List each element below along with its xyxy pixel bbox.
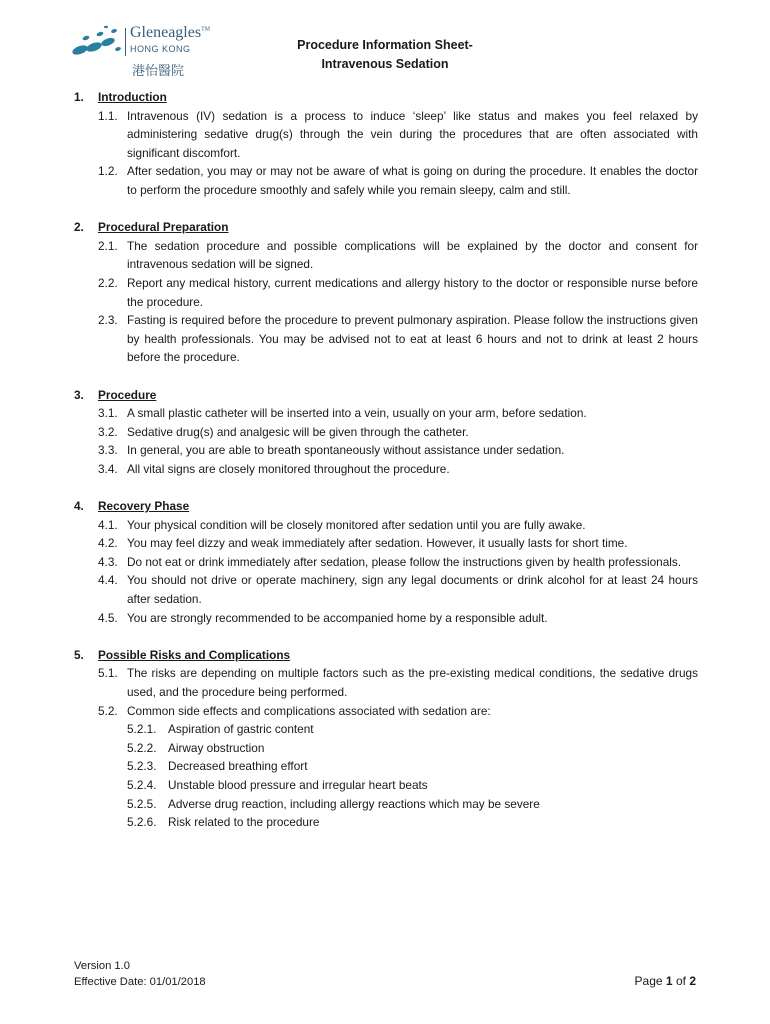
sub-list-item: [74, 739, 698, 758]
document-body: [74, 88, 698, 850]
item-text: You may feel dizzy and weak immediately after sedation. However, it usually lasts for short time.: [127, 536, 628, 551]
section: [74, 218, 698, 367]
item-text: Do not eat or drink immediately after sedation, please follow the instructions given by health professionals.: [127, 554, 682, 569]
section-title: Recovery Phase: [98, 499, 190, 514]
list-item: [74, 423, 698, 442]
sub-list-item: [74, 720, 698, 739]
document-title: [0, 36, 770, 73]
section-number: 3.: [74, 387, 84, 402]
logo-subtitle: HONG KONG: [130, 44, 191, 54]
section-title: Procedure: [98, 387, 157, 402]
item-number: 3.3.: [98, 443, 118, 458]
list-item: [74, 516, 698, 535]
list-item: [74, 107, 698, 163]
sub-item-text: Unstable blood pressure and irregular heart beats: [168, 777, 428, 792]
page-number: Page 1 of 2: [634, 974, 696, 988]
sub-item-number: 5.2.1.: [127, 722, 157, 737]
section-title: Possible Risks and Complications: [98, 647, 291, 662]
item-text: Report any medical history, current medications and allergy history to the doctor or responsible nurse before the procedure.: [127, 275, 698, 309]
item-text: Your physical condition will be closely monitored after sedation until you are fully awake.: [127, 517, 586, 532]
section-title: Procedural Preparation: [98, 220, 229, 235]
sub-item-number: 5.2.2.: [127, 740, 157, 755]
item-number: 4.3.: [98, 554, 118, 569]
section-number: 1.: [74, 90, 84, 104]
section: [74, 646, 698, 832]
item-text: Sedative drug(s) and analgesic will be given through the catheter.: [127, 424, 469, 439]
list-item: [74, 571, 698, 608]
list-item: [74, 553, 698, 572]
item-text: Intravenous (IV) sedation is a process to induce ‘sleep’ like status and makes you feel relaxed by administering sedative drug(s) through the vein during the procedures that are often associated with significant discomfort.: [127, 108, 698, 160]
version-label: Version 1.0: [74, 960, 130, 972]
section: [74, 88, 698, 200]
item-text: Fasting is required before the procedure to prevent pulmonary aspiration. Please follow the instructions given by health professionals. You may be advised not to eat at least 6 hours and not to drink at least 2 hours before the procedure.: [127, 313, 698, 365]
list-item: [74, 274, 698, 311]
sub-list-item: [74, 813, 698, 832]
item-number: 2.3.: [98, 313, 118, 328]
item-number: 1.2.: [98, 164, 118, 179]
sub-item-number: 5.2.4.: [127, 777, 157, 792]
effective-date: Effective Date: 01/01/2018: [74, 976, 206, 988]
item-number: 2.1.: [98, 238, 118, 253]
item-number: 3.2.: [98, 424, 118, 439]
sub-item-number: 5.2.3.: [127, 759, 157, 774]
section-number: 5.: [74, 647, 84, 662]
item-text: All vital signs are closely monitored throughout the procedure.: [127, 461, 450, 476]
item-number: 3.1.: [98, 406, 118, 421]
sub-item-text: Decreased breathing effort: [168, 759, 308, 774]
section-number: 4.: [74, 499, 84, 514]
logo-chinese-name: 港怡醫院: [132, 63, 185, 78]
section-heading: [74, 386, 698, 405]
section-number: 2.: [74, 220, 84, 235]
sub-item-text: Airway obstruction: [168, 740, 265, 755]
item-number: 5.1.: [98, 666, 118, 681]
item-number: 4.4.: [98, 573, 118, 588]
section: [74, 386, 698, 479]
list-item: [74, 311, 698, 367]
list-item: [74, 534, 698, 553]
sub-item-text: Aspiration of gastric content: [168, 722, 314, 737]
sub-list-item: [74, 776, 698, 795]
list-item: [74, 664, 698, 701]
list-item: [74, 702, 698, 721]
item-text: A small plastic catheter will be inserted into a vein, usually on your arm, before sedation.: [127, 406, 587, 421]
item-number: 2.2.: [98, 275, 118, 290]
logo-name: Gleneagles™: [130, 24, 211, 41]
item-text: The sedation procedure and possible complications will be explained by the doctor and consent for intravenous sedation will be signed.: [127, 238, 698, 272]
list-item: [74, 441, 698, 460]
item-number: 4.2.: [98, 536, 118, 551]
list-item: [74, 162, 698, 199]
item-number: 3.4.: [98, 461, 118, 476]
item-number: 5.2.: [98, 703, 118, 718]
sub-item-number: 5.2.6.: [127, 815, 157, 830]
section-title: Introduction: [98, 90, 167, 104]
sub-list-item: [74, 795, 698, 814]
item-number: 1.1.: [98, 108, 118, 123]
sub-item-number: 5.2.5.: [127, 796, 157, 811]
item-text: You are strongly recommended to be accompanied home by a responsible adult.: [127, 610, 548, 625]
sub-item-text: Risk related to the procedure: [168, 815, 320, 830]
list-item: [74, 237, 698, 274]
list-item: [74, 460, 698, 479]
list-item: [74, 609, 698, 628]
item-text: You should not drive or operate machinery, sign any legal documents or drink alcohol for at least 24 hours after sedation.: [127, 573, 698, 607]
logo-trademark: TM: [201, 26, 211, 33]
section-heading: [74, 88, 698, 107]
list-item: [74, 404, 698, 423]
sub-list-item: [74, 757, 698, 776]
item-text: In general, you are able to breath spontaneously without assistance under sedation.: [127, 443, 565, 458]
sub-item-text: Adverse drug reaction, including allergy reactions which may be severe: [168, 796, 540, 811]
title-line-1: Procedure Information Sheet-: [297, 38, 473, 52]
section-heading: [74, 646, 698, 665]
section-heading: [74, 218, 698, 237]
footer-info: [74, 958, 206, 990]
item-number: 4.5.: [98, 610, 118, 625]
item-number: 4.1.: [98, 517, 118, 532]
item-text: Common side effects and complications associated with sedation are:: [127, 703, 491, 718]
section: [74, 497, 698, 627]
item-text: After sedation, you may or may not be aware of what is going on during the procedure. It enables the doctor to perform the procedure smoothly and safely while you remain sleepy, calm and still.: [127, 164, 698, 197]
item-text: The risks are depending on multiple factors such as the pre-existing medical conditions, the sedative drugs used, and the procedure being performed.: [127, 666, 698, 699]
section-heading: [74, 497, 698, 516]
title-line-2: Intravenous Sedation: [321, 56, 449, 71]
